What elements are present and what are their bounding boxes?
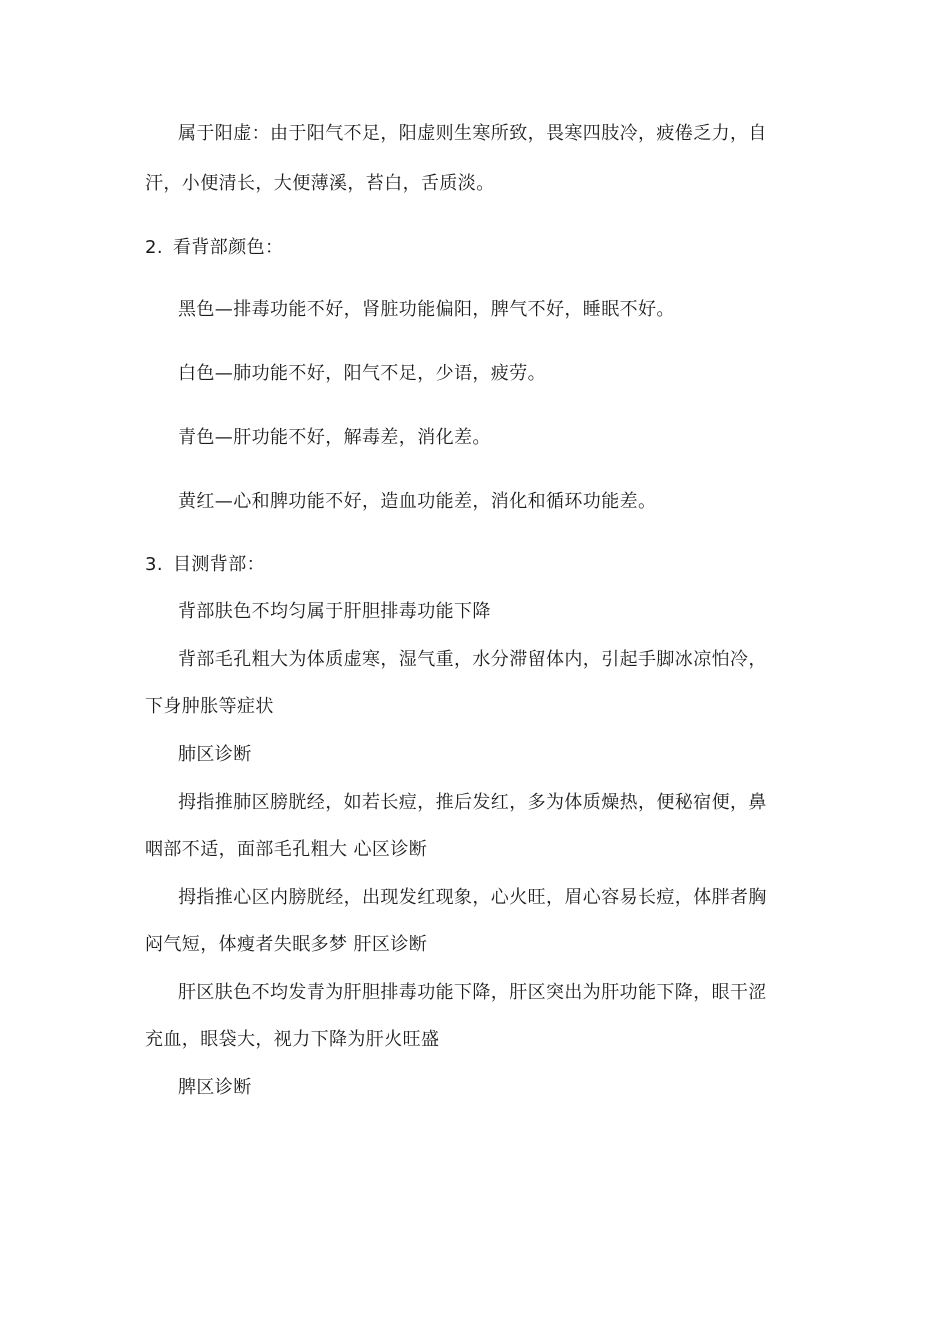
text-line: 咽部不适，面部毛孔粗大 心区诊断 [145,839,428,860]
text-line: 背部毛孔粗大为体质虚寒，湿气重，水分滞留体内，引起手脚冰凉怕冷， [178,649,767,670]
lung-zone-heading: 肺区诊断 [178,744,252,765]
text-line: 拇指推肺区膀胱经，如若长痘，推后发红，多为体质燥热，便秘宿便，鼻 [178,792,767,813]
text-line: 肝区肤色不均发青为肝胆排毒功能下降，肝区突出为肝功能下降，眼干涩 [178,982,767,1003]
back-color-black: 黑色—排毒功能不好，肾脏功能偏阳，脾气不好，睡眠不好。 [178,299,675,320]
section-3-number: 3. [145,554,163,575]
section-3-title: 目测背部： [173,554,265,575]
section-2-title: 看背部颜色： [173,237,284,258]
section-2-heading [145,236,805,260]
back-color-white: 白色—肺功能不好，阳气不足，少语，疲劳。 [178,363,546,384]
text-line: 下身肿胀等症状 [145,696,274,717]
text-line: 背部肤色不均匀属于肝胆排毒功能下降 [178,601,491,622]
back-color-cyan: 青色—肝功能不好，解毒差，消化差。 [178,427,491,448]
text-line: 拇指推心区内膀胱经，出现发红现象，心火旺，眉心容易长痘，体胖者胸 [178,887,767,908]
section-3-heading [145,553,805,577]
spleen-zone-heading: 脾区诊断 [178,1077,252,1098]
yang-deficiency-line-2: 汗，小便清长，大便薄溪，苔白，舌质淡。 [145,173,495,194]
back-color-yellow-red: 黄红—心和脾功能不好，造血功能差，消化和循环功能差。 [178,491,657,512]
yang-deficiency-line-1: 属于阳虚：由于阳气不足，阳虚则生寒所致，畏寒四肢冷，疲倦乏力，自 [178,123,767,144]
text-line: 充血，眼袋大，视力下降为肝火旺盛 [145,1029,440,1050]
section-2-number: 2. [145,237,163,258]
text-line: 闷气短，体瘦者失眠多梦 肝区诊断 [145,934,428,955]
